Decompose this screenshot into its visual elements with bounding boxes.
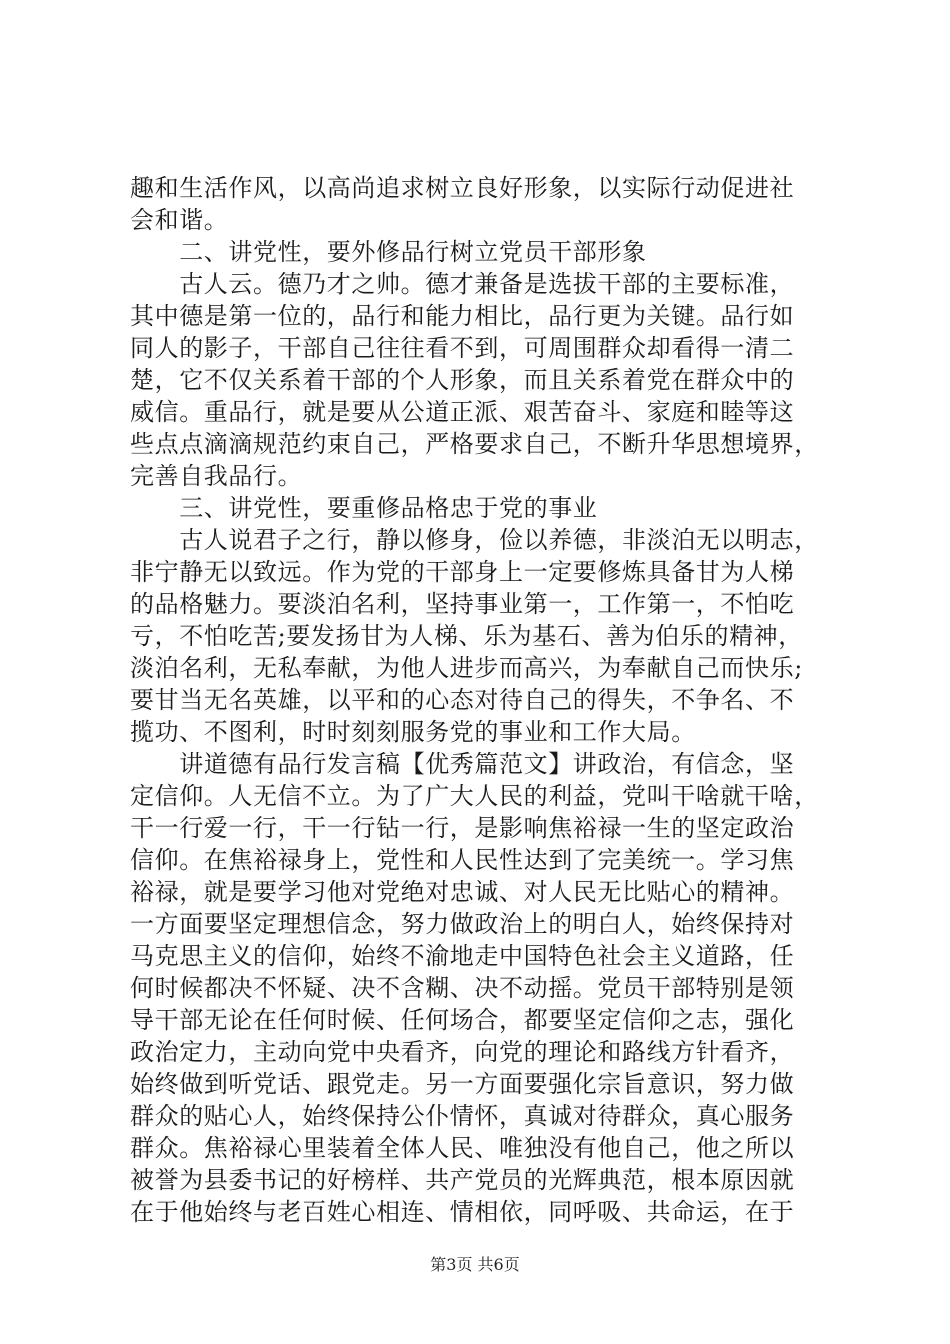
body-text-line: 楚，它不仅关系着干部的个人形象，而且关系着党在群众中的	[130, 366, 795, 394]
page-number-footer: 第3页 共6页	[430, 1255, 520, 1274]
body-text-line: 何时候都决不怀疑、决不含糊、决不动摇。党员干部特别是领	[130, 974, 795, 1002]
body-text-line: 揽功、不图利，时时刻刻服务党的事业和工作大局。	[130, 718, 696, 746]
body-text-line: 威信。重品行，就是要从公道正派、艰苦奋斗、家庭和睦等这	[130, 398, 795, 426]
body-text-line: 的品格魅力。要淡泊名利，坚持事业第一，工作第一，不怕吃	[130, 590, 795, 618]
body-text-line: 被誉为县委书记的好榜样、共产党员的光辉典范，根本原因就	[130, 1166, 795, 1194]
body-text-line: 会和谐。	[130, 206, 229, 234]
body-text-line: 群众的贴心人，始终保持公仆情怀，真诚对待群众，真心服务	[130, 1102, 795, 1130]
body-text-line: 一方面要坚定理想信念，努力做政治上的明白人，始终保持对	[130, 910, 795, 938]
body-text-line: 群众。焦裕禄心里装着全体人民、唯独没有他自己，他之所以	[130, 1134, 795, 1162]
body-text-line: 亏，不怕吃苦;要发扬甘为人梯、乐为基石、善为伯乐的精神，	[130, 622, 803, 650]
body-text-line: 同人的影子，干部自己往往看不到，可周围群众却看得一清二	[130, 334, 795, 362]
body-text-line: 政治定力，主动向党中央看齐，向党的理论和路线方针看齐，	[130, 1038, 795, 1066]
body-text-line: 趣和生活作风，以高尚追求树立良好形象，以实际行动促进社	[130, 174, 795, 202]
body-text-line: 非宁静无以致远。作为党的干部身上一定要修炼具备甘为人梯	[130, 558, 795, 586]
body-text-line: 定信仰。人无信不立。为了广大人民的利益，党叫干啥就干啥，	[130, 782, 819, 810]
body-text-line: 导干部无论在任何时候、任何场合，都要坚定信仰之志，强化	[130, 1006, 795, 1034]
body-text-line: 裕禄，就是要学习他对党绝对忠诚、对人民无比贴心的精神。	[130, 878, 795, 906]
body-text-line: 古人说君子之行，静以修身，俭以养德，非淡泊无以明志，	[130, 526, 819, 554]
body-text-line: 古人云。德乃才之帅。德才兼备是选拔干部的主要标准，	[130, 270, 795, 298]
body-text-line: 始终做到听党话、跟党走。另一方面要强化宗旨意识，努力做	[130, 1070, 795, 1098]
body-text-line: 干一行爱一行，干一行钻一行，是影响焦裕禄一生的坚定政治	[130, 814, 795, 842]
body-text-line: 讲道德有品行发言稿【优秀篇范文】讲政治，有信念，坚	[130, 750, 795, 778]
body-text-line: 马克思主义的信仰，始终不渝地走中国特色社会主义道路，任	[130, 942, 795, 970]
body-text-line: 信仰。在焦裕禄身上，党性和人民性达到了完美统一。学习焦	[130, 846, 795, 874]
document-body	[130, 172, 830, 1228]
body-text-line: 其中德是第一位的，品行和能力相比，品行更为关键。品行如	[130, 302, 795, 330]
body-text-line: 在于他始终与老百姓心相连、情相依，同呼吸、共命运，在于	[130, 1198, 795, 1226]
body-text-line: 完善自我品行。	[130, 462, 303, 490]
body-text-line: 二、讲党性，要外修品行树立党员干部形象	[130, 238, 647, 266]
body-text-line: 些点点滴滴规范约束自己，严格要求自己，不断升华思想境界，	[130, 430, 819, 458]
body-text-line: 要甘当无名英雄，以平和的心态对待自己的得失，不争名、不	[130, 686, 795, 714]
body-text-line: 淡泊名利，无私奉献，为他人进步而高兴，为奉献自己而快乐;	[130, 654, 803, 682]
body-text-line: 三、讲党性，要重修品格忠于党的事业	[130, 494, 598, 522]
